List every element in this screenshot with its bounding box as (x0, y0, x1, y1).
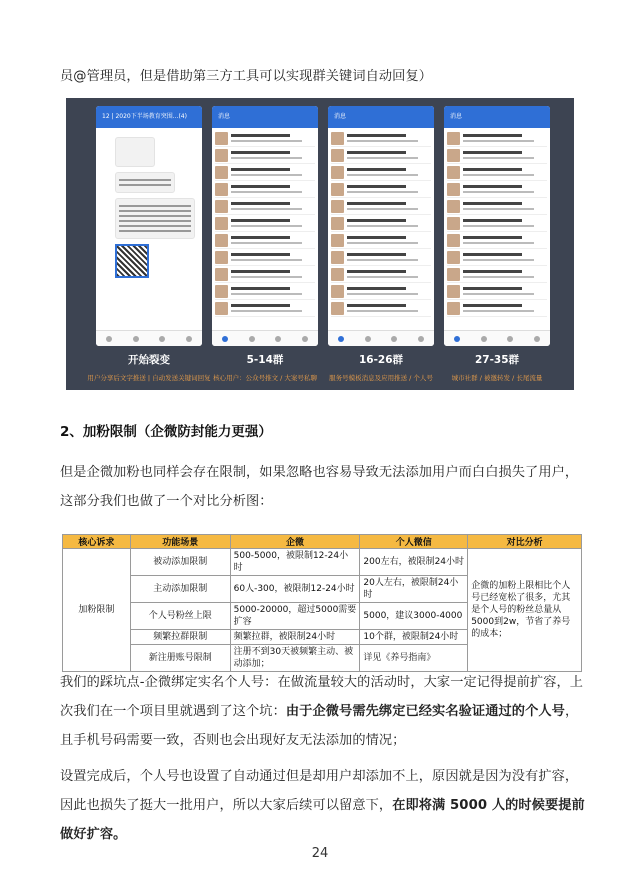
paragraph-2-text: 我们的踩坑点-企微绑定实名个人号：在做流量较大的活动时，大家一定记得提前扩容，上次我们在一个项目里就遇到了这个坑： (60, 675, 584, 719)
personal-cell: 10个群，被限制24小时 (360, 630, 468, 645)
paragraph-2-tail: ，且手机号码需要一致，否则也会出现好友无法添加的情况； (60, 704, 579, 748)
paragraph-3 (60, 762, 585, 849)
table-header: 对比分析 (468, 535, 582, 549)
screen-subcaption: 用户分享后文字推送 | 自动发送关键词回复 (87, 374, 211, 382)
personal-cell: 5000，建议3000-4000 (360, 603, 468, 630)
scene-cell: 被动添加限制 (130, 549, 230, 576)
paragraph-2-bold: 由于企微号需先绑定已经实名验证通过的个人号 (285, 704, 565, 719)
screen-caption: 开始裂变 (128, 354, 170, 366)
scene-cell: 频繁拉群限制 (130, 630, 230, 645)
table-row (63, 549, 582, 576)
paragraph-1: 但是企微加粉也同样会存在限制，如果忽略也容易导致无法添加用户而白白损失了用户，这部分我们也做了一个对比分析图： (60, 465, 579, 509)
phone-screen-4 (444, 106, 550, 346)
phone-title-bar: 消息 (444, 106, 550, 128)
screen-caption: 5-14群 (246, 354, 284, 366)
analysis-cell: 企微的加粉上限相比个人号已经宽松了很多，尤其是个人号的粉丝总量从5000到2w，节省了养号的成本； (468, 549, 582, 672)
screen-subcaption: 核心用户：公众号推文 / 大案号私聊 (213, 374, 317, 382)
table-header-row (63, 535, 582, 549)
comparison-table (62, 534, 582, 672)
paragraph-3-bold: 在即将满 5000 人的时候要提前做好扩容。 (60, 798, 585, 842)
intro-line: 员@管理员，但是借助第三方工具可以实现群关键词自动回复） (60, 69, 433, 84)
table-header: 核心诉求 (63, 535, 131, 549)
wecom-cell: 500-5000，被限制12-24小时 (230, 549, 360, 576)
screen-subcaption: 城市社群 / 被邀转发 / 长尾流量 (451, 374, 543, 382)
table-header: 功能场景 (130, 535, 230, 549)
phone-screen-1 (96, 106, 202, 346)
screen-caption: 27-35群 (474, 354, 520, 366)
scene-cell: 新注册账号限制 (130, 645, 230, 672)
phone-screen-2 (212, 106, 318, 346)
wecom-cell: 注册不到30天被频繁主动、被动添加； (230, 645, 360, 672)
section-heading: 2、加粉限制（企微防封能力更强） (60, 424, 272, 440)
table-header: 企微 (230, 535, 360, 549)
category-cell: 加粉限制 (63, 549, 131, 672)
wecom-cell: 5000-20000，超过5000需要扩容 (230, 603, 360, 630)
qr-code-icon (115, 244, 149, 278)
paragraph-2 (60, 668, 585, 755)
page-number: 24 (311, 846, 329, 861)
scene-cell: 主动添加限制 (130, 576, 230, 603)
screen-subcaption: 服务号模板消息及应用推送 / 个人号 (329, 374, 433, 382)
phone-title-bar: 12 | 2020下半场教育突围...(4) (96, 106, 202, 128)
scene-cell: 个人号粉丝上限 (130, 603, 230, 630)
paragraph-3-text: 设置完成后，个人号也设置了自动通过但是却用户却添加不上，原因就是因为没有扩容，因此也损失了挺大一批用户，所以大家后续可以留意下， (60, 769, 579, 813)
table-header: 个人微信 (360, 535, 468, 549)
phone-screen-3 (328, 106, 434, 346)
wecom-cell: 频繁拉群，被限制24小时 (230, 630, 360, 645)
phone-title-bar: 消息 (212, 106, 318, 128)
personal-cell: 20人左右，被限制24小时 (360, 576, 468, 603)
phone-title-bar: 消息 (328, 106, 434, 128)
personal-cell: 200左右，被限制24小时 (360, 549, 468, 576)
screenshot-panel (66, 98, 574, 390)
wecom-cell: 60人-300，被限制12-24小时 (230, 576, 360, 603)
screen-caption: 16-26群 (358, 354, 404, 366)
personal-cell: 详见《养号指南》 (360, 645, 468, 672)
